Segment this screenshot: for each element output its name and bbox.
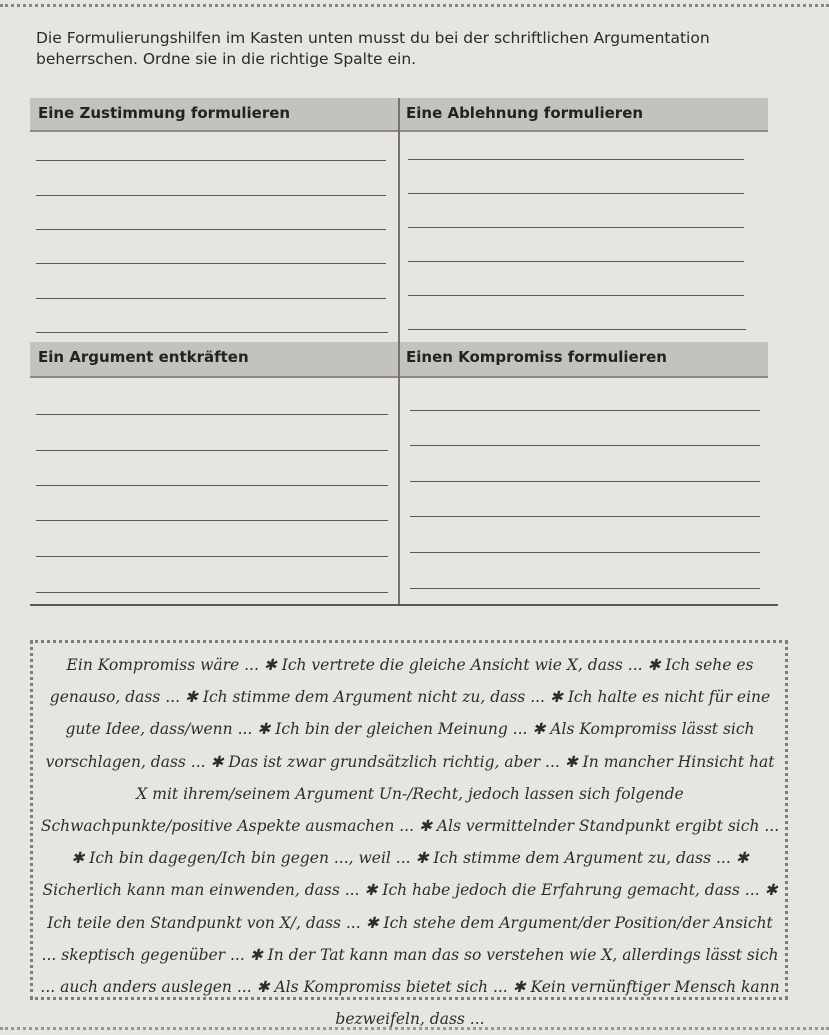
instruction-text: Die Formulierungshilfen im Kasten unten musst du bei der schriftlichen Argumentation beherrschen. Ordne sie in die richtige Spalte ein. [36, 29, 710, 68]
phrases-text: Ein Kompromiss wäre ... ✱ Ich vertrete die gleiche Ansicht wie X, dass ... ✱ Ich sehe es genauso, dass ... ✱ Ich stimme dem Argument nicht zu, dass ... ✱ Ich halte es nicht für eine gute Idee, dass/wenn ... ✱ Ich bin der gleichen Meinung ... ✱ Als Kompromiss lässt sich vorschlagen, dass ... ✱ Das ist zwar grundsätzlich richtig, aber ... ✱ In mancher Hinsicht hat X mit ihrem/seinem Argument Un-/Recht, jedoch lassen sich folgende Schwachpunkte/positive Aspekte ausmachen ... ✱ Als vermittelnder Standpunkt ergibt sich ... ✱ Ich bin dagegen/Ich bin gegen ..., weil ... ✱ Ich stimme dem Argument zu, dass ... ✱ Sicherlich kann man einwenden, dass ... ✱ Ich habe jedoch die Erfahrung gemacht, dass ... ✱ Ich teile den Standpunkt von X/, dass ... ✱ Ich stehe dem Argument/der Position/der Ansicht ... skeptisch gegenüber ... ✱ In der Tat kann man das so verstehen wie X, allerdings lässt sich ... auch anders auslegen ... ✱ Als Kompromiss bietet sich ... ✱ Kein vernünftiger Mensch kann bezweifeln, dass ... [40, 656, 780, 1029]
answer-line[interactable] [36, 263, 386, 264]
answer-line[interactable] [36, 229, 386, 230]
answer-line[interactable] [408, 295, 744, 296]
header-kompromiss: Einen Kompromiss formulieren [406, 348, 667, 366]
answer-line[interactable] [408, 159, 744, 160]
answer-line[interactable] [36, 592, 388, 593]
answer-line[interactable] [36, 485, 388, 486]
answer-line[interactable] [36, 450, 388, 451]
column-divider [398, 98, 400, 606]
answer-line[interactable] [36, 556, 388, 557]
sorting-table [30, 98, 768, 606]
answer-line[interactable] [410, 481, 760, 482]
answer-line[interactable] [36, 195, 386, 196]
header-ablehnung: Eine Ablehnung formulieren [406, 104, 644, 122]
answer-line[interactable] [36, 520, 388, 521]
answer-line[interactable] [408, 227, 744, 228]
answer-line[interactable] [408, 193, 744, 194]
answer-line[interactable] [408, 329, 746, 330]
answer-line[interactable] [410, 588, 760, 589]
answer-line[interactable] [410, 410, 760, 411]
answer-line[interactable] [410, 552, 760, 553]
top-dotted-border [0, 4, 829, 7]
bottom-dotted-border [0, 1027, 829, 1030]
header-zustimmung: Eine Zustimmung formulieren [38, 104, 291, 122]
answer-line[interactable] [410, 516, 760, 517]
answer-line[interactable] [36, 332, 388, 333]
answer-line[interactable] [36, 160, 386, 161]
answer-line[interactable] [36, 414, 388, 415]
phrases-box [30, 640, 788, 1029]
table-bottom-rule [30, 604, 778, 606]
answer-line[interactable] [408, 261, 744, 262]
header-entkraeften: Ein Argument entkräften [38, 348, 249, 366]
answer-line[interactable] [36, 298, 386, 299]
answer-line[interactable] [410, 445, 760, 446]
